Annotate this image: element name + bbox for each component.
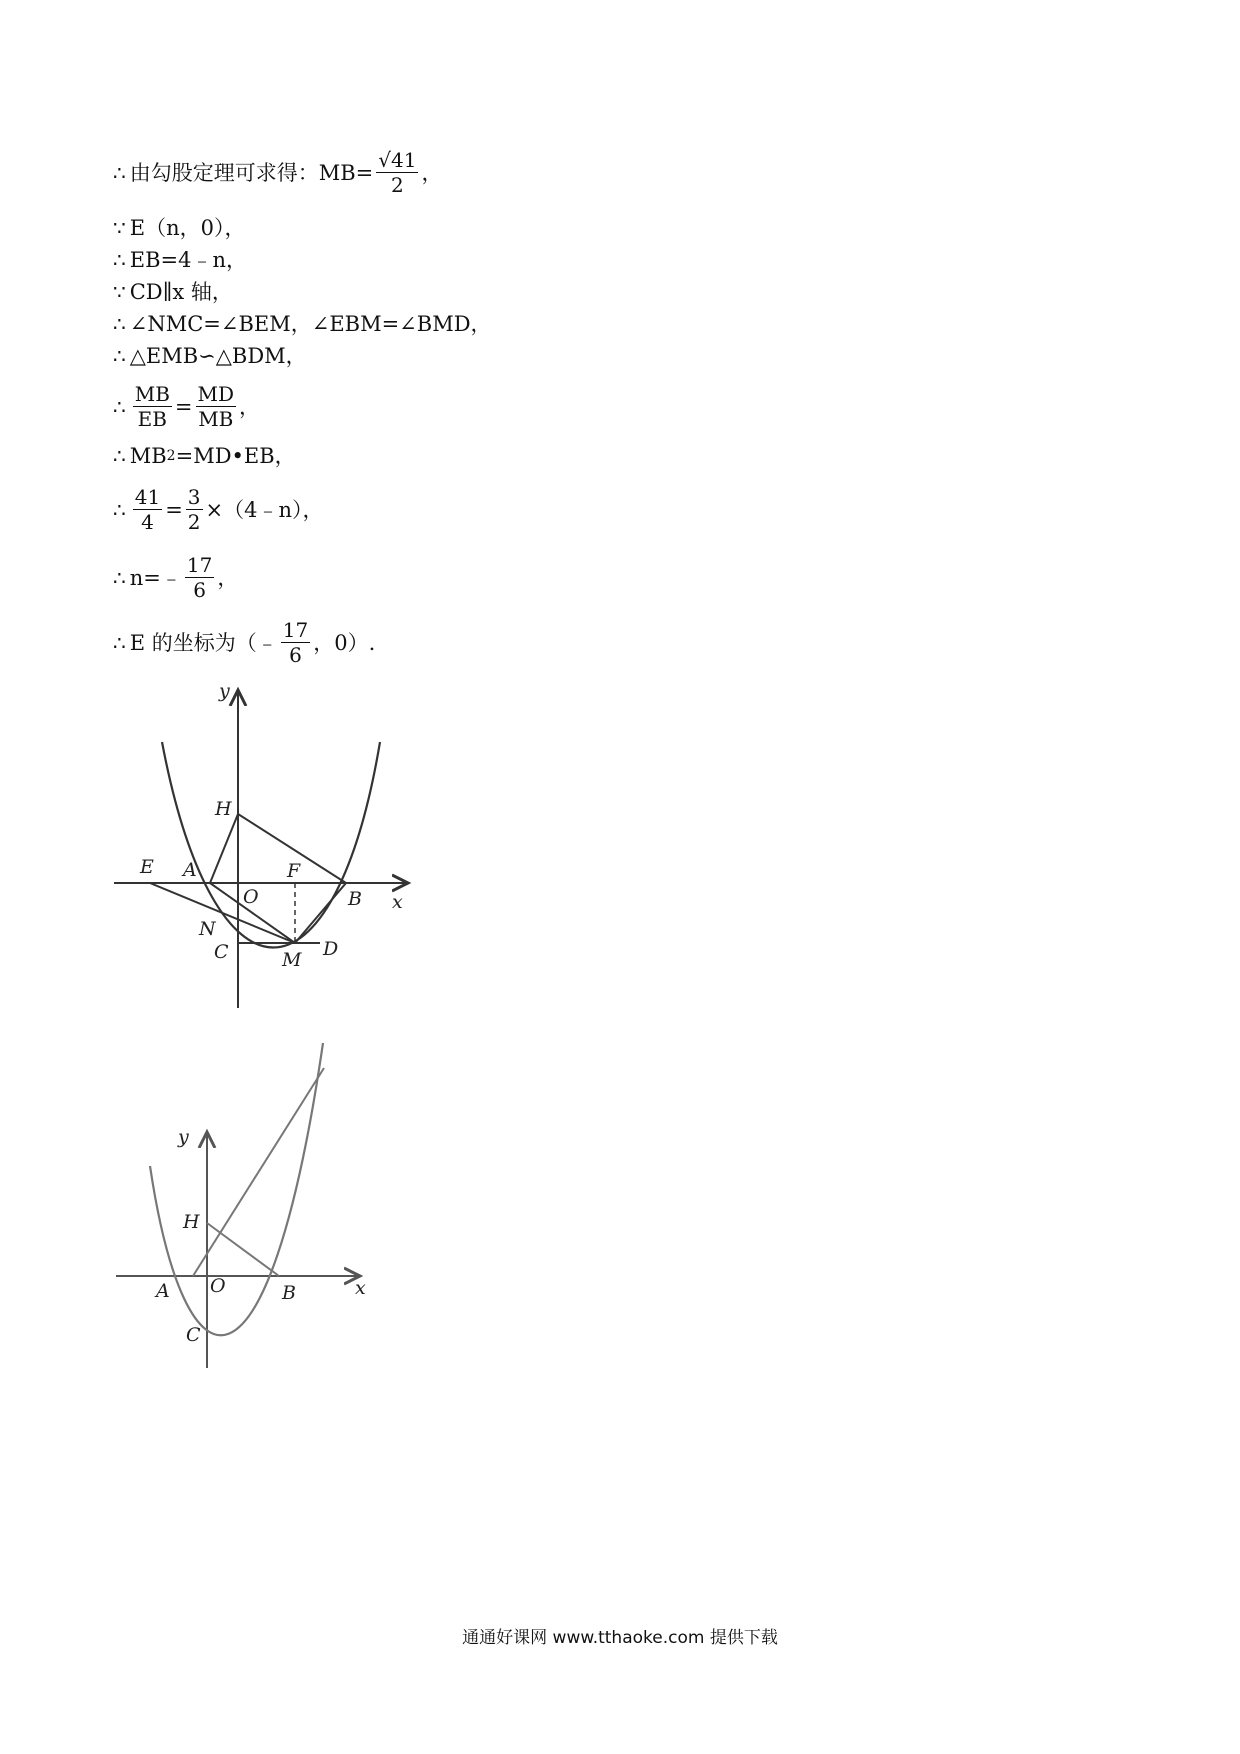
statement-text: ×（4﹣n）， (205, 497, 324, 522)
fraction-numerator: 17 (186, 553, 213, 577)
fraction (196, 382, 237, 431)
proof-line-1 (113, 148, 442, 197)
label-M: M (282, 949, 302, 971)
label-A: A (183, 859, 197, 881)
statement-text: =MD•EB， (175, 444, 296, 468)
fraction (185, 553, 214, 602)
figure-1-diagram (110, 680, 420, 1015)
label-A: A (156, 1280, 170, 1302)
punctuation: ， (239, 394, 261, 419)
statement-text: MB (129, 444, 167, 468)
segment-BM (295, 883, 346, 943)
proof-line-3 (113, 247, 247, 273)
fraction-numerator: MB (134, 382, 170, 406)
label-C: C (186, 1324, 201, 1346)
label-O: O (210, 1275, 226, 1297)
proof-line-11 (113, 618, 375, 667)
label-H: H (183, 1211, 200, 1233)
fraction (133, 485, 162, 534)
parabola-curve (162, 742, 380, 948)
fraction-numerator: MD (197, 382, 235, 406)
punctuation: ， (421, 160, 443, 185)
label-N: N (199, 918, 216, 940)
fraction (186, 485, 203, 534)
statement-text: 由勾股定理可求得：MB= (129, 160, 374, 185)
proof-line-4 (113, 279, 233, 305)
statement-text: EB=4﹣n， (129, 248, 247, 272)
fraction-denominator: MB (198, 407, 234, 431)
label-B: B (348, 888, 362, 910)
label-D: D (323, 938, 339, 960)
label-x: x (392, 891, 403, 913)
label-O: O (243, 886, 259, 908)
label-B: B (282, 1282, 296, 1304)
therefore-symbol: ∴ (113, 497, 126, 522)
proof-line-5 (113, 311, 492, 337)
therefore-symbol: ∴ (113, 344, 126, 368)
fraction (133, 382, 172, 431)
because-symbol: ∵ (113, 280, 126, 304)
therefore-symbol: ∴ (113, 394, 126, 419)
because-symbol: ∵ (113, 216, 126, 240)
line-through-A-and-H (193, 1068, 324, 1276)
proof-line-6 (113, 343, 307, 369)
label-C: C (214, 941, 229, 963)
statement-text: ∠NMC=∠BEM，∠EBM=∠BMD， (129, 312, 492, 336)
proof-line-2 (113, 215, 245, 241)
fraction-denominator: 6 (289, 643, 302, 667)
label-y: y (178, 1126, 189, 1148)
therefore-symbol: ∴ (113, 248, 126, 272)
statement-text: E（n，0）， (129, 216, 246, 240)
label-E: E (140, 856, 154, 878)
figure-2-diagram (110, 1035, 380, 1370)
statement-text: CD∥x 轴， (129, 280, 233, 304)
equals-sign: = (165, 497, 183, 522)
therefore-symbol: ∴ (113, 160, 126, 185)
fraction-denominator: 2 (391, 173, 404, 197)
therefore-symbol: ∴ (113, 444, 126, 468)
proof-line-8 (113, 443, 296, 469)
parabola-curve (150, 1043, 323, 1335)
statement-text: n=﹣ (129, 565, 182, 590)
label-F: F (287, 860, 301, 882)
label-H: H (215, 798, 232, 820)
therefore-symbol: ∴ (113, 312, 126, 336)
fraction-numerator: 17 (282, 618, 309, 642)
punctuation: ， (217, 565, 239, 590)
statement-text: △EMB∽△BDM， (129, 344, 307, 368)
equals-sign: = (174, 394, 193, 419)
fraction-numerator: √41 (378, 148, 417, 172)
proof-line-7 (113, 382, 260, 431)
fraction-numerator: 41 (134, 485, 161, 509)
proof-line-10 (113, 553, 238, 602)
proof-line-9 (113, 485, 324, 534)
label-x: x (355, 1277, 366, 1299)
statement-text: E 的坐标为（﹣ (129, 630, 278, 655)
fraction-denominator: 6 (193, 578, 206, 602)
statement-text: ，0）. (313, 630, 376, 655)
fraction (281, 618, 310, 667)
fraction-denominator: 2 (187, 510, 201, 534)
segment-HB (207, 1223, 279, 1276)
segment-AH (210, 814, 238, 883)
fraction (376, 148, 418, 197)
fraction-numerator: 3 (187, 485, 201, 509)
therefore-symbol: ∴ (113, 565, 126, 590)
superscript-exponent: 2 (166, 448, 176, 464)
page-footer: 通通好课网 www.tthaoke.com 提供下载 (462, 1628, 778, 1648)
therefore-symbol: ∴ (113, 630, 126, 655)
fraction-denominator: 4 (141, 510, 154, 534)
fraction-denominator: EB (137, 407, 167, 431)
label-y: y (219, 680, 230, 702)
